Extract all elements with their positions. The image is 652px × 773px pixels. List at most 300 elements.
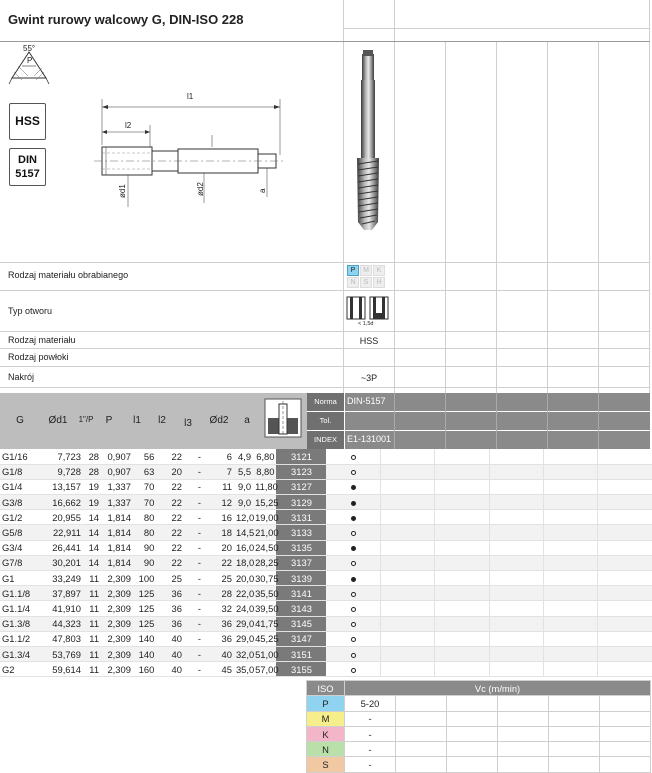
cell-g: G1.3/4 [0, 646, 45, 661]
vc-value: - [345, 742, 396, 757]
table-row [0, 464, 652, 479]
empty-cell [396, 696, 447, 711]
empty-cell [600, 711, 651, 726]
cell-tpi: 14 [83, 525, 101, 540]
cell-a: 20,0 [234, 571, 253, 586]
empty-cell [489, 586, 543, 601]
cell-x: 6,80 [253, 449, 276, 464]
empty-cell [435, 616, 489, 631]
cell-a: 35,0 [234, 662, 253, 677]
availability-cell [326, 464, 380, 479]
hss-badge: HSS [9, 103, 46, 140]
cell-p: 1,337 [101, 495, 133, 510]
cell-l1: 90 [133, 540, 156, 555]
cell-d1: 30,201 [45, 555, 83, 570]
empty-cell [549, 742, 600, 757]
cell-g: G1.1/8 [0, 586, 45, 601]
cell-a: 4,9 [234, 449, 253, 464]
empty-cell [381, 646, 435, 661]
empty-cell [543, 555, 597, 570]
empty-cell [396, 742, 447, 757]
cell-d2: 25 [215, 571, 234, 586]
on-order-circle-icon [351, 561, 356, 566]
cell-l2: 22 [156, 510, 184, 525]
cell-index: 3131 [276, 510, 326, 525]
tap-photo [348, 50, 388, 240]
cell-l3: - [184, 555, 215, 570]
vc-value: - [345, 711, 396, 726]
cell-l3: - [184, 479, 215, 494]
cell-g: G3/8 [0, 495, 45, 510]
grid-line [445, 42, 446, 393]
cell-d1: 33,249 [45, 571, 83, 586]
empty-cell [543, 586, 597, 601]
table-row [0, 495, 652, 510]
table-row [0, 540, 652, 555]
cell-p: 2,309 [101, 571, 133, 586]
cell-x: 11,80 [253, 479, 276, 494]
cell-d1: 20,955 [45, 510, 83, 525]
cell-g: G1.1/4 [0, 601, 45, 616]
table-row [0, 555, 652, 570]
din-badge-line2: 5157 [15, 168, 40, 180]
cell-p: 1,814 [101, 540, 133, 555]
cell-d2: 45 [215, 662, 234, 677]
empty-cell [381, 662, 435, 677]
col-header-d2: Ød2 [209, 415, 229, 426]
cell-index: 3155 [276, 662, 326, 677]
cell-d2: 18 [215, 525, 234, 540]
cell-d1: 53,769 [45, 646, 83, 661]
material-m-icon: M [360, 265, 372, 276]
cell-x: 8,80 [253, 464, 276, 479]
cell-a: 18,0 [234, 555, 253, 570]
cell-g: G1/4 [0, 479, 45, 494]
hole-type-icons [346, 296, 392, 320]
cell-x: 15,25 [253, 495, 276, 510]
empty-cell [381, 479, 435, 494]
empty-cell [598, 662, 652, 677]
cell-l3: - [184, 586, 215, 601]
table-row [0, 631, 652, 646]
cell-l2: 22 [156, 540, 184, 555]
empty-cell [549, 726, 600, 741]
cell-g: G1.3/8 [0, 616, 45, 631]
availability-cell [326, 540, 380, 555]
empty-cell [435, 540, 489, 555]
empty-cell [489, 449, 543, 464]
cell-p: 2,309 [101, 616, 133, 631]
empty-cell [447, 757, 498, 772]
cell-p: 0,907 [101, 464, 133, 479]
din-badge-line1: DIN [18, 154, 37, 166]
empty-cell [396, 757, 447, 772]
cell-index: 3143 [276, 601, 326, 616]
hole-depth-label: < 1,5d [358, 321, 374, 327]
cell-x: 24,50 [253, 540, 276, 555]
tol-row-bg [345, 412, 650, 430]
cell-l2: 36 [156, 586, 184, 601]
availability-cell [326, 616, 380, 631]
cell-p: 1,814 [101, 555, 133, 570]
cell-tpi: 14 [83, 555, 101, 570]
cell-index: 3129 [276, 495, 326, 510]
empty-cell [598, 616, 652, 631]
grid-line [343, 28, 650, 29]
page-title: Gwint rurowy walcowy G, DIN-ISO 228 [8, 12, 244, 27]
iso-row [307, 742, 651, 757]
empty-cell [381, 510, 435, 525]
prop-divider [0, 262, 650, 263]
index-label: INDEX [307, 431, 344, 449]
cell-a: 16,0 [234, 540, 253, 555]
iso-header: ISO [307, 681, 345, 696]
cell-tpi: 28 [83, 464, 101, 479]
iso-code: K [307, 726, 345, 741]
cell-l1: 56 [133, 449, 156, 464]
cell-l3: - [184, 662, 215, 677]
on-order-circle-icon [351, 531, 356, 536]
availability-cell [326, 586, 380, 601]
cell-d2: 22 [215, 555, 234, 570]
in-stock-dot-icon [351, 546, 356, 551]
l1-label: l1 [187, 92, 194, 101]
prop-label-material: Rodzaj materiału [8, 335, 76, 345]
cell-a: 14,5 [234, 525, 253, 540]
cell-index: 3135 [276, 540, 326, 555]
empty-cell [543, 464, 597, 479]
empty-cell [543, 571, 597, 586]
empty-cell [598, 510, 652, 525]
empty-cell [447, 711, 498, 726]
cell-tpi: 11 [83, 631, 101, 646]
iso-row [307, 711, 651, 726]
cell-l1: 70 [133, 479, 156, 494]
empty-cell [381, 571, 435, 586]
cell-l3: - [184, 571, 215, 586]
prop-divider [0, 387, 650, 388]
table-row [0, 510, 652, 525]
cell-index: 3121 [276, 449, 326, 464]
cell-tpi: 19 [83, 495, 101, 510]
cell-l1: 140 [133, 646, 156, 661]
material-value: HSS [359, 336, 379, 346]
vc-header: Vc (m/min) [345, 681, 651, 696]
empty-cell [396, 726, 447, 741]
cell-l1: 80 [133, 510, 156, 525]
cell-tpi: 11 [83, 646, 101, 661]
cell-d2: 11 [215, 479, 234, 494]
availability-cell [326, 479, 380, 494]
cell-d2: 6 [215, 449, 234, 464]
cell-p: 1,337 [101, 479, 133, 494]
col-header-l1: l1 [133, 415, 141, 426]
cell-d1: 9,728 [45, 464, 83, 479]
empty-cell [381, 525, 435, 540]
cell-tpi: 11 [83, 616, 101, 631]
empty-cell [543, 631, 597, 646]
on-order-circle-icon [351, 622, 356, 627]
empty-cell [435, 662, 489, 677]
cell-l3: - [184, 510, 215, 525]
cell-d2: 7 [215, 464, 234, 479]
cell-l2: 22 [156, 479, 184, 494]
a-label: a [258, 188, 267, 193]
cell-g: G3/4 [0, 540, 45, 555]
empty-cell [600, 726, 651, 741]
din-badge [9, 148, 46, 186]
cell-tpi: 14 [83, 540, 101, 555]
iso-code: P [307, 696, 345, 711]
prop-label-hole-type: Typ otworu [8, 306, 53, 316]
empty-cell [598, 586, 652, 601]
empty-cell [396, 711, 447, 726]
cell-l3: - [184, 631, 215, 646]
empty-cell [381, 601, 435, 616]
availability-cell [326, 525, 380, 540]
empty-cell [549, 711, 600, 726]
tap-data-table [0, 449, 652, 677]
cell-g: G2 [0, 662, 45, 677]
cell-index: 3151 [276, 646, 326, 661]
grid-line [649, 0, 650, 393]
cell-p: 2,309 [101, 601, 133, 616]
cell-l2: 20 [156, 464, 184, 479]
cell-g: G1/2 [0, 510, 45, 525]
empty-cell [598, 449, 652, 464]
cell-l2: 25 [156, 571, 184, 586]
cell-d2: 36 [215, 631, 234, 646]
iso-code: N [307, 742, 345, 757]
empty-cell [381, 616, 435, 631]
cell-a: 22,0 [234, 586, 253, 601]
prop-label-coating: Rodzaj powłoki [8, 352, 69, 362]
cell-l2: 22 [156, 449, 184, 464]
grid-line [394, 393, 395, 449]
empty-cell [435, 601, 489, 616]
prop-divider [0, 290, 650, 291]
tol-label: Tol. [307, 412, 344, 430]
empty-cell [489, 495, 543, 510]
cell-d1: 7,723 [45, 449, 83, 464]
empty-cell [598, 479, 652, 494]
cell-index: 3145 [276, 616, 326, 631]
table-row [0, 525, 652, 540]
empty-cell [598, 646, 652, 661]
cell-tpi: 19 [83, 479, 101, 494]
empty-cell [381, 555, 435, 570]
empty-cell [600, 742, 651, 757]
availability-cell [326, 555, 380, 570]
cell-a: 29,0 [234, 616, 253, 631]
empty-cell [381, 495, 435, 510]
cell-x: 41,75 [253, 616, 276, 631]
empty-cell [447, 696, 498, 711]
cell-d2: 20 [215, 540, 234, 555]
empty-cell [498, 742, 549, 757]
title-underline [0, 41, 650, 42]
cell-l1: 63 [133, 464, 156, 479]
empty-cell [381, 464, 435, 479]
cell-index: 3139 [276, 571, 326, 586]
cell-l3: - [184, 601, 215, 616]
cell-g: G1 [0, 571, 45, 586]
cell-g: G5/8 [0, 525, 45, 540]
on-order-circle-icon [351, 637, 356, 642]
cell-l3: - [184, 495, 215, 510]
cell-l2: 22 [156, 525, 184, 540]
empty-cell [543, 510, 597, 525]
in-stock-dot-icon [351, 577, 356, 582]
grid-line [445, 393, 446, 449]
empty-cell [435, 571, 489, 586]
empty-cell [489, 601, 543, 616]
empty-cell [489, 662, 543, 677]
empty-cell [543, 495, 597, 510]
grid-line [598, 42, 599, 393]
cell-x: 51,00 [253, 646, 276, 661]
empty-cell [598, 525, 652, 540]
empty-cell [598, 555, 652, 570]
prop-divider [0, 331, 650, 332]
empty-cell [598, 540, 652, 555]
thread-angle-label: 55° [23, 44, 36, 53]
col-header-tpi: 1"/P [78, 415, 94, 424]
col-header-l3: l3 [184, 418, 192, 429]
col-header-l2: l2 [158, 415, 166, 426]
cell-l3: - [184, 540, 215, 555]
cell-d1: 22,911 [45, 525, 83, 540]
cell-l3: - [184, 464, 215, 479]
empty-cell [598, 464, 652, 479]
empty-cell [598, 631, 652, 646]
l2-label: l2 [125, 121, 132, 130]
cell-a: 9,0 [234, 479, 253, 494]
empty-cell [489, 525, 543, 540]
grid-line [394, 0, 395, 393]
iso-row [307, 757, 651, 772]
prop-divider [0, 348, 650, 349]
table-row [0, 571, 652, 586]
on-order-circle-icon [351, 592, 356, 597]
col-header-p: P [105, 415, 113, 426]
cell-index: 3133 [276, 525, 326, 540]
table-row [0, 616, 652, 631]
empty-cell [543, 662, 597, 677]
cell-l3: - [184, 525, 215, 540]
grid-line [598, 393, 599, 449]
cell-x: 35,50 [253, 586, 276, 601]
on-order-circle-icon [351, 455, 356, 460]
cell-g: G1/8 [0, 464, 45, 479]
cell-l2: 40 [156, 631, 184, 646]
cell-tpi: 11 [83, 601, 101, 616]
availability-cell [326, 601, 380, 616]
cell-l1: 90 [133, 555, 156, 570]
empty-cell [435, 510, 489, 525]
empty-cell [435, 631, 489, 646]
cell-l1: 125 [133, 601, 156, 616]
cell-d2: 36 [215, 616, 234, 631]
cell-g: G1.1/2 [0, 631, 45, 646]
cell-index: 3147 [276, 631, 326, 646]
cell-x: 21,00 [253, 525, 276, 540]
empty-cell [489, 510, 543, 525]
material-h-icon: H [373, 277, 385, 288]
table-row [0, 449, 652, 464]
iso-cutting-speed-table [306, 680, 651, 773]
empty-cell [447, 742, 498, 757]
cell-l1: 100 [133, 571, 156, 586]
cell-d1: 44,323 [45, 616, 83, 631]
cell-tpi: 28 [83, 449, 101, 464]
empty-cell [489, 540, 543, 555]
thread-detail-icon [264, 398, 302, 438]
empty-cell [489, 631, 543, 646]
empty-cell [543, 646, 597, 661]
material-p-icon: P [347, 265, 359, 276]
cell-d1: 13,157 [45, 479, 83, 494]
cell-l3: - [184, 646, 215, 661]
table-row [0, 662, 652, 677]
on-order-circle-icon [351, 653, 356, 658]
cell-p: 2,309 [101, 586, 133, 601]
material-n-icon: N [347, 277, 359, 288]
on-order-circle-icon [351, 607, 356, 612]
cell-index: 3123 [276, 464, 326, 479]
cell-x: 57,00 [253, 662, 276, 677]
cell-l1: 80 [133, 525, 156, 540]
vc-value: 5-20 [345, 696, 396, 711]
cell-d1: 26,441 [45, 540, 83, 555]
empty-cell [600, 757, 651, 772]
cell-a: 12,0 [234, 510, 253, 525]
table-row [0, 586, 652, 601]
availability-cell [326, 510, 380, 525]
cell-l3: - [184, 616, 215, 631]
in-stock-dot-icon [351, 501, 356, 506]
cell-p: 1,814 [101, 525, 133, 540]
empty-cell [489, 555, 543, 570]
empty-cell [489, 616, 543, 631]
cell-l2: 40 [156, 646, 184, 661]
cell-g: G1/16 [0, 449, 45, 464]
cell-a: 5,5 [234, 464, 253, 479]
material-k-icon: K [373, 265, 385, 276]
cell-tpi: 14 [83, 510, 101, 525]
availability-cell [326, 662, 380, 677]
prop-divider [0, 366, 650, 367]
col-header-g: G [16, 415, 24, 426]
cell-l1: 160 [133, 662, 156, 677]
empty-cell [489, 571, 543, 586]
empty-cell [381, 586, 435, 601]
cell-p: 2,309 [101, 631, 133, 646]
empty-cell [498, 726, 549, 741]
cell-x: 19,00 [253, 510, 276, 525]
table-row [0, 601, 652, 616]
empty-cell [543, 525, 597, 540]
empty-cell [543, 449, 597, 464]
cell-p: 1,814 [101, 510, 133, 525]
cell-l2: 36 [156, 601, 184, 616]
availability-cell [326, 449, 380, 464]
cell-d2: 16 [215, 510, 234, 525]
cell-p: 2,309 [101, 662, 133, 677]
empty-cell [489, 646, 543, 661]
empty-cell [489, 464, 543, 479]
empty-cell [435, 449, 489, 464]
